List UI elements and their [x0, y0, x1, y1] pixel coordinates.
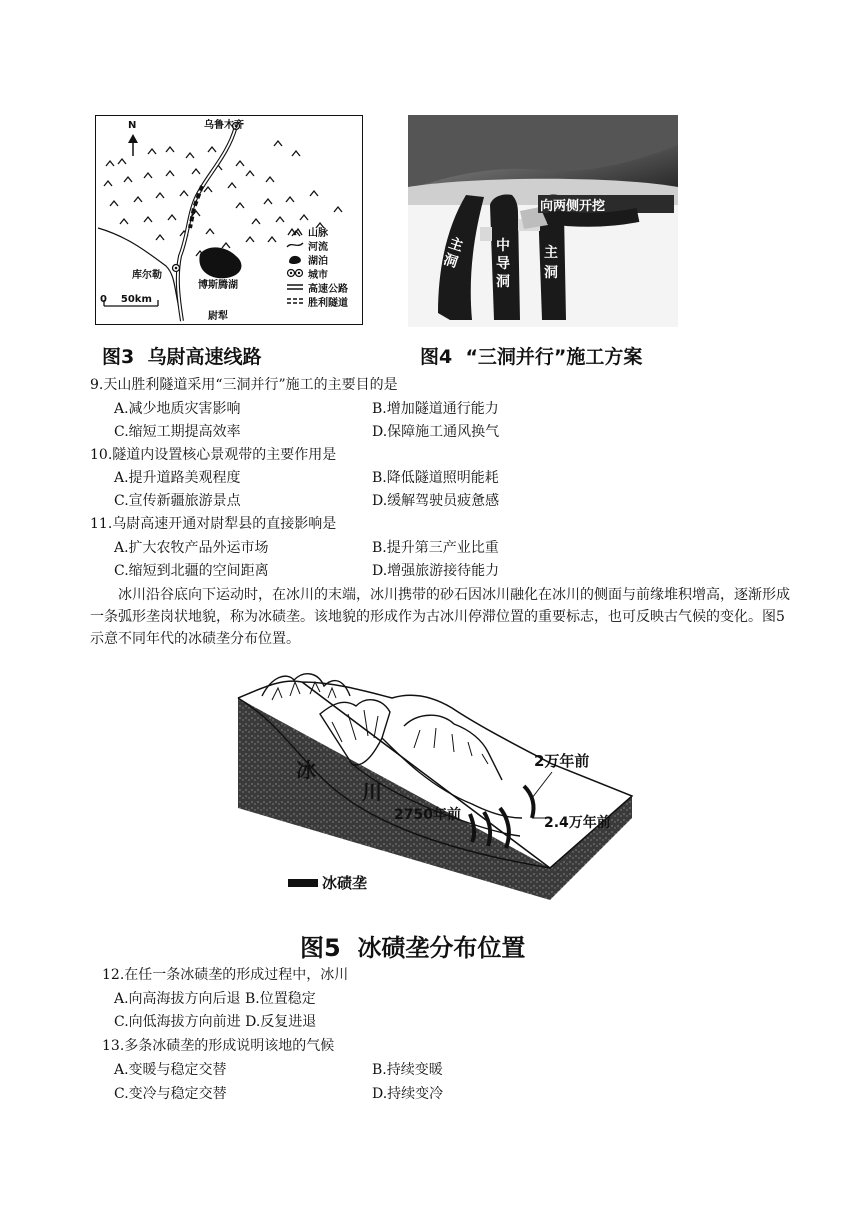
question-10-stem: 10.隧道内设置核心景观带的主要作用是 [90, 447, 337, 463]
legend-row-highway [286, 280, 362, 294]
legend-label: 河流 [308, 241, 328, 253]
question-9-stem: 9.天山胜利隧道采用“三洞并行”施工的主要目的是 [90, 377, 398, 393]
lake-icon [286, 253, 304, 265]
tunnel-right-label: 主洞 [544, 245, 558, 281]
tunnel-left-label: 主洞 [441, 235, 465, 272]
figure5-caption: 图5 冰碛垄分布位置 [300, 934, 526, 962]
label-2750-years: 2750年前 [394, 807, 461, 823]
question-9-option-a: A.减少地质灾害影响 [114, 401, 241, 417]
question-11-stem: 11.乌尉高速开通对尉犁县的直接影响是 [90, 516, 337, 532]
question-11-option-a: A.扩大农牧产品外运市场 [114, 540, 269, 556]
moraine-legend-icon [288, 879, 318, 887]
figure5-glacier-diagram [232, 668, 642, 908]
figure4-tunnel-diagram [408, 115, 678, 327]
question-9-option-c: C.缩短工期提高效率 [114, 424, 241, 440]
label-24k-years: 2.4万年前 [544, 815, 611, 831]
moraine-legend [288, 872, 367, 893]
mountain-icon [286, 225, 304, 237]
question-13-stem: 13.多条冰碛垄的形成说明该地的气候 [102, 1038, 335, 1054]
question-12-options-ab: A.向高海拔方向后退 B.位置稳定 [114, 991, 316, 1007]
question-13-option-d: D.持续变冷 [372, 1086, 444, 1102]
tunnel-mid-label: 中导洞 [496, 238, 510, 290]
tunnel-drawing [408, 115, 678, 327]
legend-label: 城市 [308, 269, 328, 281]
legend-label: 高速公路 [308, 283, 348, 295]
legend-row-city [286, 266, 362, 280]
north-label: N [128, 120, 137, 131]
city-label-top: 乌鲁木齐 [204, 120, 244, 131]
legend-label: 山脉 [308, 227, 328, 239]
legend-row-lake [286, 252, 362, 266]
excavate-label: 向两侧开挖 [540, 199, 606, 214]
figure3-map [95, 115, 363, 325]
scale-label: 0 50km [100, 294, 152, 305]
question-9-option-b: B.增加隧道通行能力 [372, 401, 499, 417]
question-9-option-d: D.保障施工通风换气 [372, 424, 500, 440]
city-label-bottom: 尉犁 [208, 311, 228, 322]
question-13-option-c: C.变冷与稳定交替 [114, 1086, 227, 1102]
map-legend [286, 224, 362, 308]
question-10-option-d: D.缓解驾驶员疲惫感 [372, 493, 500, 509]
city-icon [286, 267, 304, 279]
question-10-option-a: A.提升道路美观程度 [114, 470, 241, 486]
question-11-option-d: D.增强旅游接待能力 [372, 563, 500, 579]
legend-row-mountain [286, 224, 362, 238]
passage-text: 冰川沿谷底向下运动时，在冰川的末端，冰川携带的砂石因冰川融化在冰川的侧面与前缘堆积增高，逐渐形成一条弧形垄岗状地貌，称为冰碛垄。该地貌的形成作为古冰川停滞位置的重要标志，也可反映古气候的变化。图5示意不同年代的冰碛垄分布位置。 [90, 587, 790, 647]
question-13-option-b: B.持续变暖 [372, 1062, 443, 1078]
city-label-left: 库尔勒 [132, 270, 162, 281]
tunnel-icon [286, 295, 304, 307]
question-10-option-b: B.降低隧道照明能耗 [372, 470, 499, 486]
legend-label: 胜利隧道 [308, 297, 348, 309]
legend-row-river [286, 238, 362, 252]
question-10-option-c: C.宣传新疆旅游景点 [114, 493, 241, 509]
river-icon [286, 239, 304, 251]
glacier-label-1: 冰 [296, 758, 316, 782]
legend-row-tunnel [286, 294, 362, 308]
lake-label: 博斯腾湖 [198, 280, 238, 291]
glacier-label-2: 川 [362, 780, 382, 804]
moraine-legend-label: 冰碛垄 [322, 874, 368, 892]
figure3-caption: 图3 乌尉高速线路 [102, 346, 262, 368]
question-12-stem: 12.在任一条冰碛垄的形成过程中，冰川 [102, 967, 349, 983]
question-12-options-cd: C.向低海拔方向前进 D.反复进退 [114, 1014, 317, 1030]
label-20k-years: 2万年前 [534, 752, 590, 770]
question-11-option-b: B.提升第三产业比重 [372, 540, 499, 556]
figure4-caption: 图4 “三洞并行”施工方案 [420, 346, 643, 368]
highway-icon [286, 281, 304, 293]
legend-label: 湖泊 [308, 255, 328, 267]
question-11-option-c: C.缩短到北疆的空间距离 [114, 563, 269, 579]
question-13-option-a: A.变暖与稳定交替 [114, 1062, 227, 1078]
